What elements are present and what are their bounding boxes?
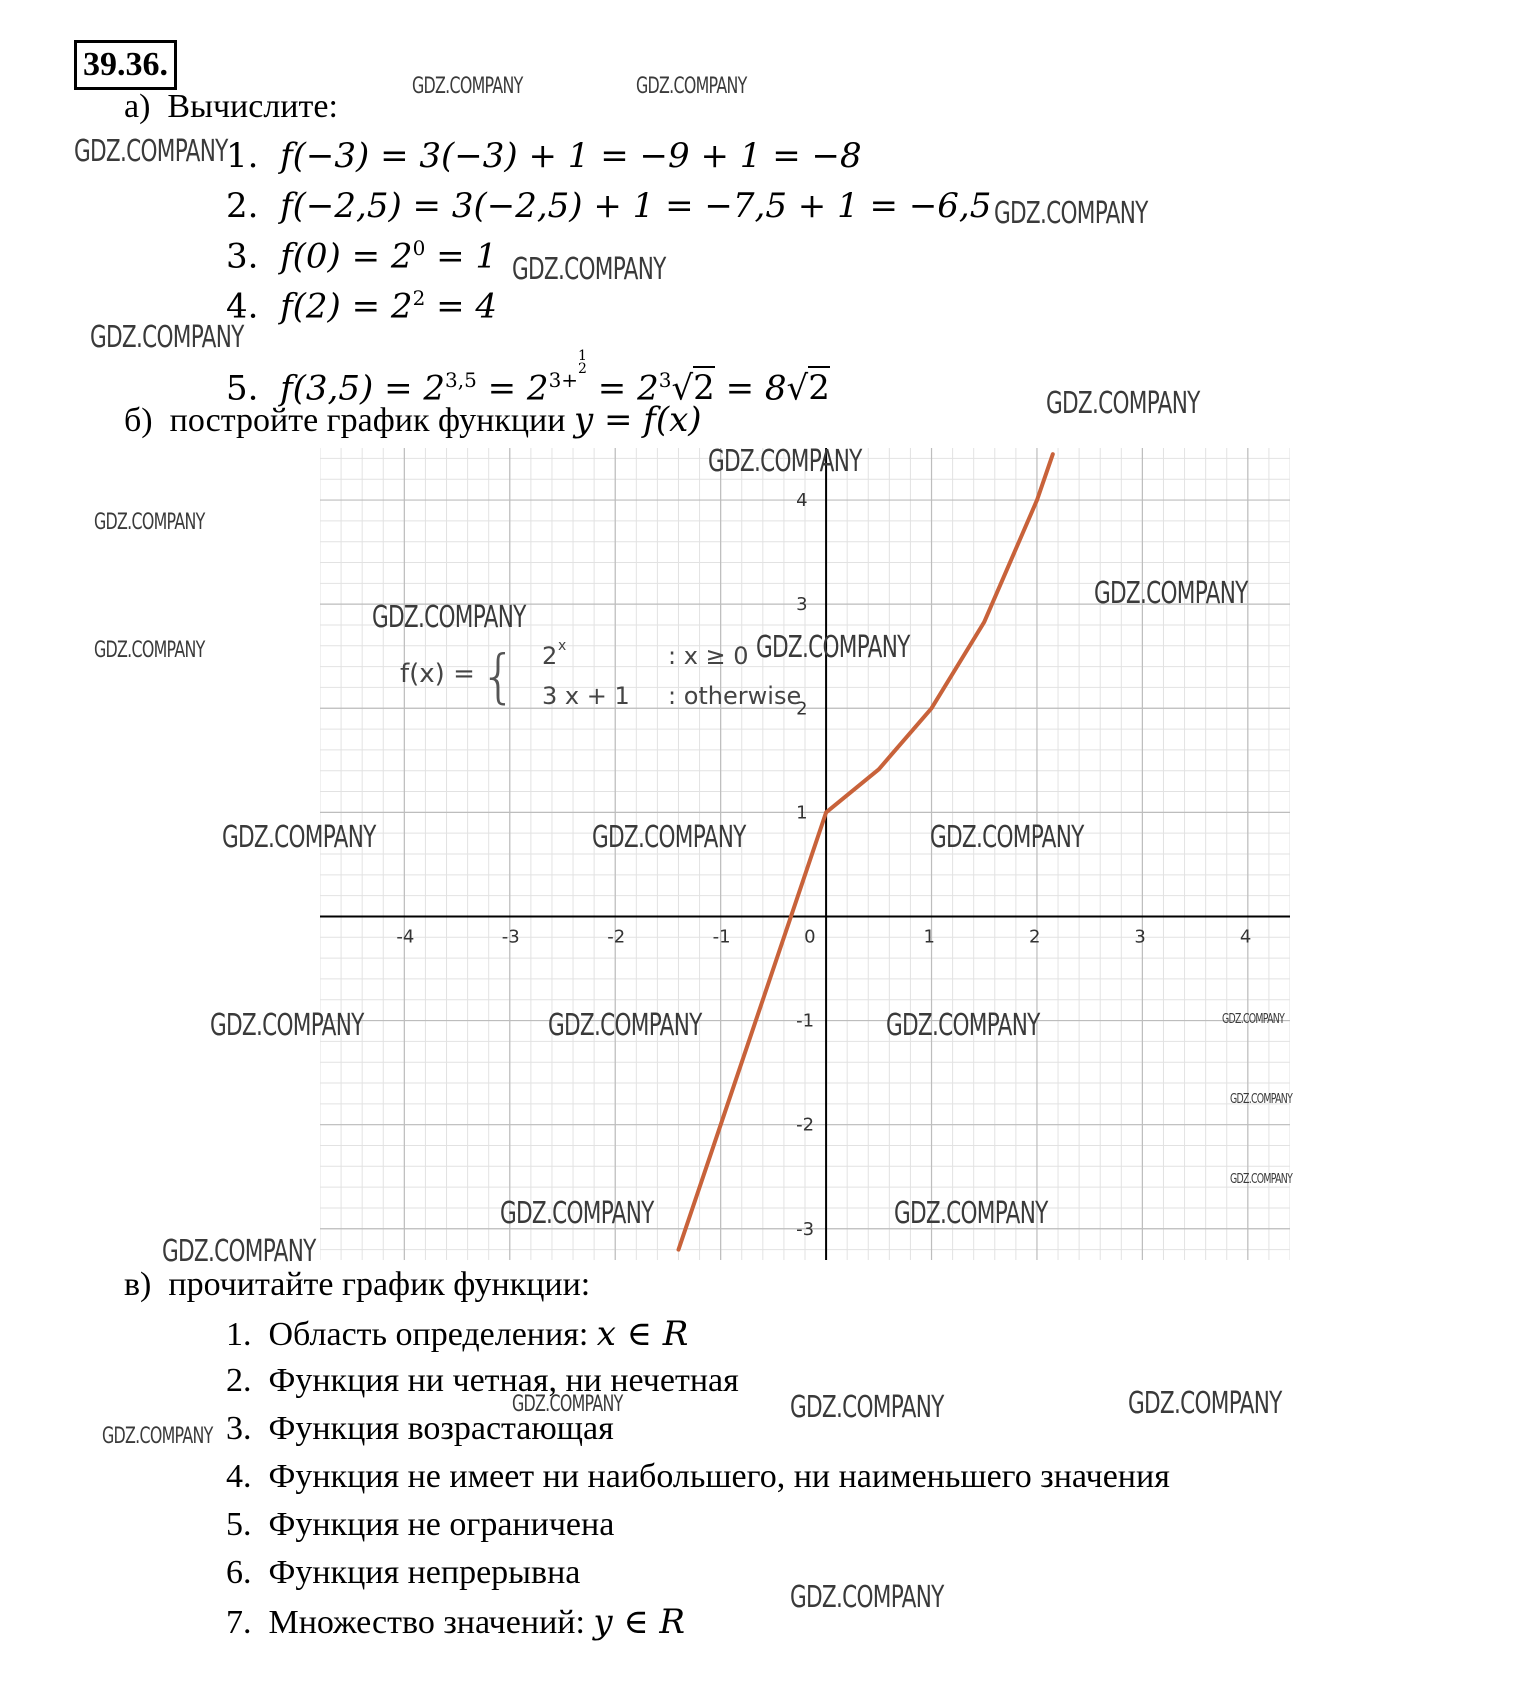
legend-case1-exponent: x	[558, 638, 567, 654]
sqrt-radicand: 2	[808, 368, 830, 409]
item-number: 7.	[226, 1604, 252, 1641]
part-c-item-4	[226, 1458, 1170, 1496]
watermark: GDZ.COMPANY	[94, 510, 205, 535]
exponent: 3,5	[445, 368, 477, 392]
part-a-item-2	[226, 186, 991, 226]
item-math: y ∈ R	[593, 1602, 686, 1642]
watermark: GDZ.COMPANY	[708, 444, 862, 479]
y-tick-label: -1	[796, 1010, 815, 1032]
part-a-item-3	[226, 236, 497, 276]
watermark: GDZ.COMPANY	[1230, 1092, 1293, 1107]
expr-part: f(3,5) = 2	[280, 368, 445, 409]
x-tick-label: 4	[1239, 926, 1252, 948]
watermark: GDZ.COMPANY	[886, 1008, 1040, 1043]
item-number: 5.	[226, 368, 259, 409]
watermark: GDZ.COMPANY	[994, 196, 1148, 231]
watermark: GDZ.COMPANY	[74, 134, 228, 169]
item-number: 4.	[226, 286, 259, 327]
watermark: GDZ.COMPANY	[756, 630, 910, 665]
item-number: 2.	[226, 1362, 252, 1399]
y-tick-label: 1	[796, 802, 808, 824]
part-a-heading	[124, 88, 338, 126]
item-number: 3.	[226, 1410, 252, 1447]
sqrt-sign: √	[671, 368, 694, 409]
item-exponent: 0	[412, 236, 426, 260]
item-text: Область определения:	[268, 1316, 597, 1353]
part-c-item-7	[226, 1602, 685, 1642]
watermark: GDZ.COMPANY	[372, 600, 526, 635]
watermark: GDZ.COMPANY	[102, 1424, 213, 1449]
part-b-heading	[124, 400, 702, 440]
function-graph	[320, 448, 1293, 1260]
y-tick-label: -2	[796, 1114, 815, 1136]
watermark: GDZ.COMPANY	[222, 820, 376, 855]
part-c-item-2	[226, 1362, 739, 1400]
item-text: Функция непрерывна	[268, 1554, 581, 1591]
watermark: GDZ.COMPANY	[90, 320, 244, 355]
part-b-title: постройте график функции	[169, 402, 566, 439]
item-number: 1.	[226, 1316, 252, 1353]
grid-minor	[320, 448, 1293, 1260]
watermark: GDZ.COMPANY	[210, 1008, 364, 1043]
watermark: GDZ.COMPANY	[636, 74, 747, 99]
item-number: 2.	[226, 186, 259, 226]
part-a-title: Вычислите:	[167, 88, 338, 125]
item-text: Функция возрастающая	[268, 1410, 614, 1447]
part-c-item-5	[226, 1506, 614, 1544]
expr-part: = 8	[714, 368, 787, 409]
item-text: Функция не имеет ни наибольшего, ни наименьшего значения	[268, 1458, 1170, 1495]
x-tick-label: -2	[607, 926, 626, 948]
item-text: Функция не ограничена	[268, 1506, 615, 1543]
part-a-item-1	[226, 136, 862, 176]
legend-case1-expr: 2	[542, 642, 558, 670]
legend-case2-cond: : otherwise	[668, 682, 802, 710]
x-tick-label: 0	[804, 926, 816, 948]
watermark: GDZ.COMPANY	[512, 252, 666, 287]
watermark: GDZ.COMPANY	[94, 638, 205, 663]
item-number: 3.	[226, 236, 259, 277]
x-tick-label: -3	[501, 926, 520, 948]
x-tick-label: -1	[712, 926, 731, 948]
item-expression-rhs: = 4	[425, 286, 498, 327]
expr-part: = 2	[586, 368, 659, 409]
fraction-denominator: 2	[578, 361, 587, 377]
item-exponent: 2	[412, 286, 426, 310]
part-c-heading	[124, 1266, 590, 1304]
legend	[400, 638, 801, 710]
fraction-numerator: 1	[578, 348, 587, 364]
item-expression: f(−3) = 3(−3) + 1 = −9 + 1 = −8	[280, 136, 862, 176]
watermark: GDZ.COMPANY	[592, 820, 746, 855]
watermark: GDZ.COMPANY	[894, 1196, 1048, 1231]
watermark: GDZ.COMPANY	[162, 1234, 316, 1269]
item-math: x ∈ R	[596, 1314, 689, 1354]
watermark: GDZ.COMPANY	[512, 1392, 623, 1417]
legend-case1-cond: : x ≥ 0	[668, 642, 749, 670]
x-tick-label: 1	[923, 926, 935, 948]
watermark: GDZ.COMPANY	[790, 1580, 944, 1615]
x-tick-label: -4	[396, 926, 415, 948]
part-c-label: в)	[124, 1266, 152, 1303]
y-tick-label: -3	[796, 1218, 815, 1240]
watermark: GDZ.COMPANY	[1046, 386, 1200, 421]
item-number: 4.	[226, 1458, 252, 1495]
x-tick-label: 2	[1028, 926, 1041, 948]
item-expression-rhs: = 1	[425, 236, 498, 277]
part-b-label: б)	[124, 402, 153, 439]
item-number: 5.	[226, 1506, 252, 1543]
legend-lhs: f(x) =	[400, 659, 475, 689]
expr-part: = 2	[476, 368, 549, 409]
item-number: 6.	[226, 1554, 252, 1591]
watermark: GDZ.COMPANY	[1230, 1172, 1293, 1187]
watermark: GDZ.COMPANY	[1128, 1386, 1282, 1421]
y-tick-label: 2	[796, 698, 808, 720]
y-tick-label: 3	[796, 594, 808, 616]
item-text: Функция ни четная, ни нечетная	[268, 1362, 739, 1399]
item-text: Множество значений:	[268, 1604, 594, 1641]
part-c-item-1	[226, 1314, 688, 1354]
watermark: GDZ.COMPANY	[1222, 1012, 1285, 1027]
y-tick-label: 4	[796, 490, 808, 512]
watermark: GDZ.COMPANY	[500, 1196, 654, 1231]
watermark: GDZ.COMPANY	[412, 74, 523, 99]
exponent: 3+	[548, 368, 579, 392]
sqrt-sign: √	[786, 368, 809, 409]
part-c-item-6	[226, 1554, 580, 1592]
watermark: GDZ.COMPANY	[790, 1390, 944, 1425]
watermark: GDZ.COMPANY	[930, 820, 1084, 855]
legend-brace: {	[480, 642, 517, 710]
part-a-item-4	[226, 286, 497, 326]
part-a-label: а)	[124, 88, 151, 125]
item-expression: f(−2,5) = 3(−2,5) + 1 = −7,5 + 1 = −6,5	[280, 186, 992, 226]
problem-number: 39.36.	[74, 40, 177, 90]
sqrt-radicand: 2	[693, 368, 715, 409]
watermark: GDZ.COMPANY	[1094, 576, 1248, 611]
legend-case2-expr: 3 x + 1	[542, 682, 630, 710]
fraction	[578, 350, 587, 376]
part-b-func: y = f(x)	[573, 400, 702, 440]
exponent: 3	[658, 368, 672, 392]
watermark: GDZ.COMPANY	[548, 1008, 702, 1043]
item-expression-lhs: f(0) = 2	[280, 236, 413, 277]
item-expression-lhs: f(2) = 2	[280, 286, 413, 327]
x-tick-label: 3	[1134, 926, 1146, 948]
part-c-title: прочитайте график функции:	[168, 1266, 591, 1303]
item-number: 1.	[226, 136, 259, 176]
